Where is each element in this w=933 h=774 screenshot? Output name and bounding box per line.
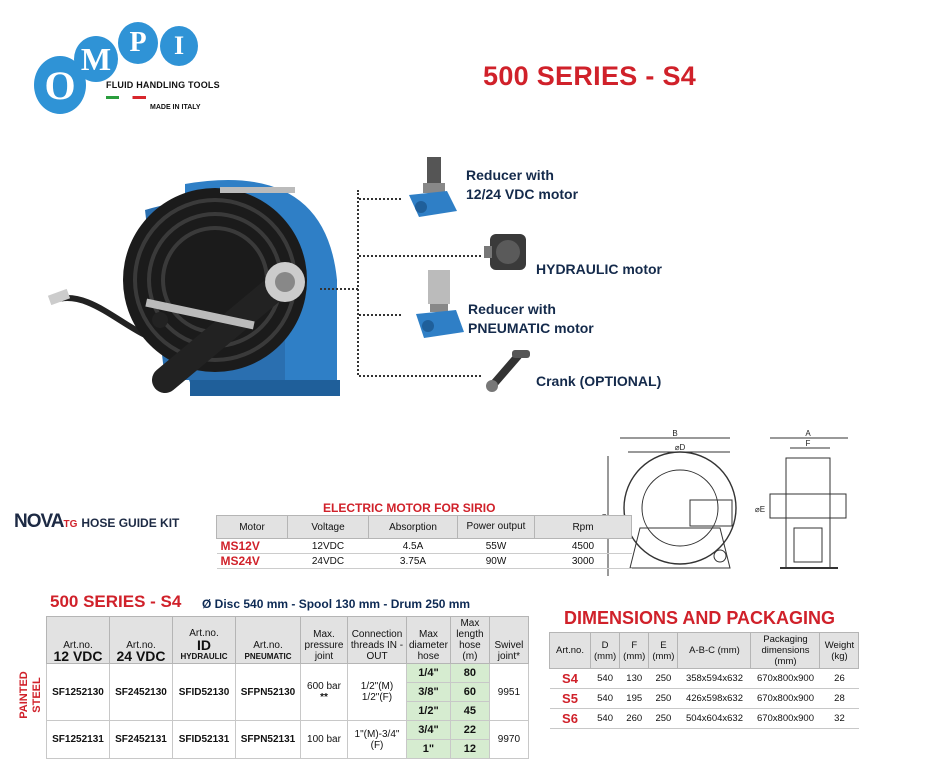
table-row	[47, 721, 529, 740]
logo-tagline: FLUID HANDLING TOOLS	[106, 80, 220, 90]
electric-motor-header-row	[217, 516, 632, 539]
connector-branch	[320, 288, 358, 290]
header-art12-big: 12 VDC	[53, 648, 103, 664]
dim-weight: 28	[820, 689, 859, 709]
reducer-pneumatic-motor-image	[412, 268, 468, 344]
motor-label-pneumatic	[468, 300, 594, 338]
dim-packaging: 670x800x900	[751, 709, 820, 729]
hose-diameter: 3/4"	[407, 721, 451, 740]
header-absorption: Absorption	[369, 516, 458, 539]
dim-art: S4	[550, 669, 591, 689]
dim-art: S6	[550, 709, 591, 729]
dim-abc: 426x598x632	[678, 689, 751, 709]
dim-d: 540	[591, 669, 620, 689]
logo-letter-m: M	[74, 36, 118, 82]
series-table	[46, 616, 529, 759]
series-subheading: Ø Disc 540 mm - Spool 130 mm - Drum 250 mm	[202, 597, 471, 611]
italy-flag-stripe	[106, 96, 146, 99]
reducer-dc-motor-image	[403, 155, 463, 225]
dim-weight: 26	[820, 669, 859, 689]
motor-dc-line1: Reducer with	[466, 167, 554, 183]
hose-length: 60	[450, 683, 489, 702]
header-artpn-sub: PNEUMATIC	[244, 652, 292, 661]
header-artid-top: Art.no.	[189, 628, 219, 639]
connection-threads: 1"(M)-3/4"(F)	[348, 721, 407, 759]
hose-length: 12	[450, 740, 489, 759]
table-row	[550, 669, 859, 689]
motor-absorption: 4.5A	[369, 539, 458, 554]
thread-in: 1/2"(M)	[360, 681, 394, 692]
logo-letter-p: P	[118, 22, 158, 64]
motor-label-dc	[466, 166, 578, 204]
dim-f: 130	[620, 669, 649, 689]
logo-letter-i: I	[160, 26, 198, 66]
dim-e: 250	[649, 709, 678, 729]
motor-absorption: 3.75A	[369, 554, 458, 569]
ompi-logo	[28, 18, 238, 118]
steel-label: STEEL	[31, 677, 43, 713]
header-voltage: Voltage	[288, 516, 369, 539]
art-24vdc: SF2452131	[110, 721, 173, 759]
hose-length: 45	[450, 702, 489, 721]
motor-pneumatic-line1: Reducer with	[468, 301, 556, 317]
header-length: Max length hose (m)	[450, 617, 489, 664]
dim-f: 260	[620, 709, 649, 729]
connector-branch	[359, 198, 401, 200]
dim-packaging: 670x800x900	[751, 669, 820, 689]
dimensions-table	[549, 632, 859, 729]
table-row	[550, 709, 859, 729]
motor-label-hydraulic: HYDRAULIC motor	[536, 261, 662, 277]
header-e: E (mm)	[649, 633, 678, 669]
header-abc: A-B-C (mm)	[678, 633, 751, 669]
table-row	[550, 689, 859, 709]
series-header-row	[47, 617, 529, 664]
dim-d: 540	[591, 709, 620, 729]
dimensions-title: DIMENSIONS AND PACKAGING	[564, 608, 836, 628]
dim-f: 195	[620, 689, 649, 709]
painted-label: PAINTED	[18, 671, 30, 719]
electric-motor-table	[216, 515, 632, 569]
logo-made-in: MADE IN ITALY	[150, 104, 201, 111]
drawing-label-f: F	[805, 439, 811, 448]
connection-threads	[348, 664, 407, 721]
painted-steel-label	[15, 655, 45, 735]
page-title: 500 SERIES - S4	[483, 61, 697, 91]
header-art24-big: 24 VDC	[116, 648, 166, 664]
hose-length: 22	[450, 721, 489, 740]
drawing-label-a: A	[805, 429, 811, 438]
dimension-drawing	[590, 428, 880, 583]
header-art-12vdc	[47, 617, 110, 664]
header-artid-big: ID	[197, 637, 211, 653]
motor-label-crank: Crank (OPTIONAL)	[536, 373, 662, 389]
header-diameter: Max diameter hose	[407, 617, 451, 664]
art-id: SFID52131	[173, 721, 236, 759]
motor-code: MS24V	[217, 554, 288, 569]
motor-connector-line	[357, 190, 361, 375]
connector-branch	[359, 314, 401, 316]
header-artid-sub: HYDRAULIC	[180, 652, 228, 661]
hose-diameter: 1/4"	[407, 664, 451, 683]
header-packaging: Packaging dimensions (mm)	[751, 633, 820, 669]
header-art-pneumatic	[236, 617, 301, 664]
header-f: F (mm)	[620, 633, 649, 669]
hose-length: 80	[450, 664, 489, 683]
swivel-joint: 9951	[489, 664, 528, 721]
max-pressure: 100 bar	[301, 721, 348, 759]
swivel-joint: 9970	[489, 721, 528, 759]
drawing-label-b: B	[672, 429, 678, 438]
header-threads: Connection threads IN - OUT	[348, 617, 407, 664]
hose-diameter: 1"	[407, 740, 451, 759]
hose-reel-image	[45, 170, 345, 410]
dim-weight: 32	[820, 709, 859, 729]
motor-voltage: 12VDC	[288, 539, 369, 554]
header-art-id	[173, 617, 236, 664]
table-row	[217, 539, 632, 554]
dim-e: 250	[649, 689, 678, 709]
drawing-label-e: ⌀E	[754, 505, 766, 514]
dim-abc: 504x604x632	[678, 709, 751, 729]
art-id: SFID52130	[173, 664, 236, 721]
motor-rpm: 3000	[535, 554, 632, 569]
header-art12-top: Art.no.	[63, 640, 93, 651]
hose-diameter: 1/2"	[407, 702, 451, 721]
connector-branch	[359, 255, 481, 257]
dim-d: 540	[591, 689, 620, 709]
motor-voltage: 24VDC	[288, 554, 369, 569]
art-pneumatic: SFPN52131	[236, 721, 301, 759]
motor-power: 55W	[458, 539, 535, 554]
header-rpm: Rpm	[535, 516, 632, 539]
art-pneumatic: SFPN52130	[236, 664, 301, 721]
table-row	[47, 664, 529, 683]
motor-power: 90W	[458, 554, 535, 569]
art-24vdc: SF2452130	[110, 664, 173, 721]
art-12vdc: SF1252130	[47, 664, 110, 721]
hose-guide-label: HOSE GUIDE KIT	[81, 516, 180, 530]
connector-branch	[359, 375, 481, 377]
hose-diameter: 3/8"	[407, 683, 451, 702]
motor-rpm: 4500	[535, 539, 632, 554]
header-art-no: Art.no.	[550, 633, 591, 669]
dim-packaging: 670x800x900	[751, 689, 820, 709]
thread-out: 1/2"(F)	[361, 692, 393, 703]
pressure-note: **	[320, 692, 328, 703]
dimensions-header-row	[550, 633, 859, 669]
header-art-24vdc	[110, 617, 173, 664]
header-pressure: Max. pressure joint	[301, 617, 348, 664]
nova-hose-guide-kit	[14, 511, 179, 533]
header-motor: Motor	[217, 516, 288, 539]
dim-abc: 358x594x632	[678, 669, 751, 689]
header-power-output: Power output	[458, 516, 535, 539]
header-d: D (mm)	[591, 633, 620, 669]
dim-e: 250	[649, 669, 678, 689]
nova-brand-suffix: TG	[63, 519, 78, 530]
art-12vdc: SF1252131	[47, 721, 110, 759]
header-art24-top: Art.no.	[126, 640, 156, 651]
table-row	[217, 554, 632, 569]
motor-code: MS12V	[217, 539, 288, 554]
header-weight: Weight (kg)	[820, 633, 859, 669]
nova-brand: NOVA	[14, 511, 64, 532]
dim-art: S5	[550, 689, 591, 709]
motor-dc-line2: 12/24 VDC motor	[466, 186, 579, 202]
header-swivel: Swivel joint*	[489, 617, 528, 664]
drawing-label-d: ⌀D	[674, 443, 686, 452]
series-heading: 500 SERIES - S4	[50, 592, 182, 611]
logo-letter-o: O	[34, 56, 86, 114]
pressure-value: 600 bar	[307, 681, 341, 692]
crank-image	[482, 346, 534, 394]
motor-pneumatic-line2: PNEUMATIC motor	[468, 320, 594, 336]
header-artpn-top: Art.no.	[253, 640, 283, 651]
max-pressure	[301, 664, 348, 721]
hydraulic-motor-image	[482, 228, 534, 278]
electric-motor-title: ELECTRIC MOTOR FOR SIRIO	[323, 501, 496, 515]
